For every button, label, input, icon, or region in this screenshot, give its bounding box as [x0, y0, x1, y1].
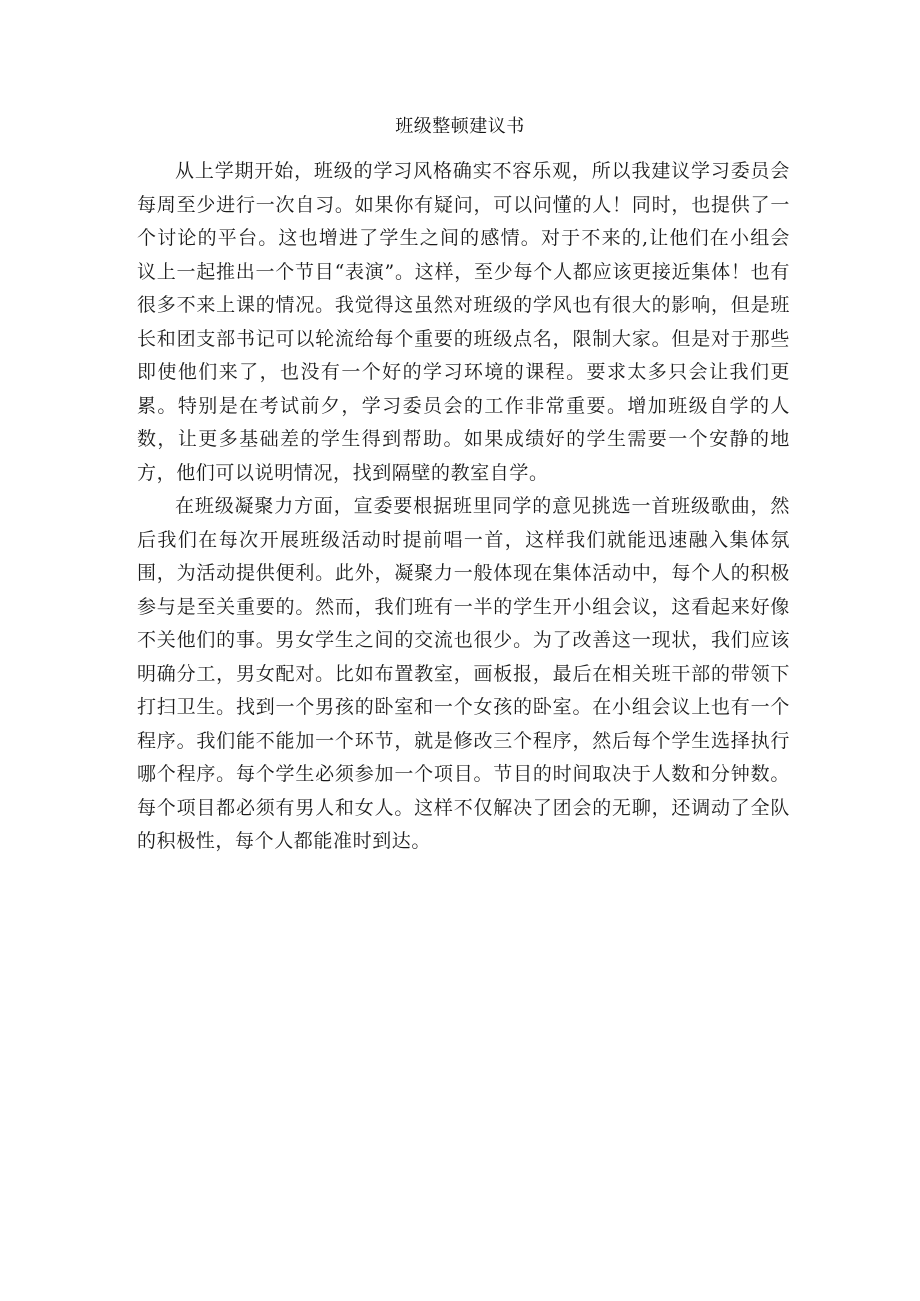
document-title: 班级整顿建议书: [395, 116, 525, 137]
paragraph-study-style: 从上学期开始，班级的学习风格确实不容乐观，所以我建议学习委员会每周至少进行一次自习。如果你有疑问，可以问懂的人！同时，也提供了一个讨论的平台。这也增进了学生之间的感情。对于不来的,让他们在小组会议上一起推出一个节目“表演”。这样，至少每个人都应该更接近集体！也有很多不来上课的情况。我觉得这虽然对班级的学风也有很大的影响，但是班长和团支部书记可以轮流给每个重要的班级点名，限制大家。但是对于那些即使他们来了，也没有一个好的学习环境的课程。要求太多只会让我们更累。特别是在考试前夕，学习委员会的工作非常重要。增加班级自学的人数，让更多基础差的学生得到帮助。如果成绩好的学生需要一个安静的地方，他们可以说明情况，找到隔壁的教室自学。: [137, 160, 790, 484]
document-body: [137, 155, 790, 859]
paragraph-class-cohesion: 在班级凝聚力方面，宣委要根据班里同学的意见挑选一首班级歌曲，然后我们在每次开展班级活动时提前唱一首，这样我们就能迅速融入集体氛围，为活动提供便利。此外，凝聚力一般体现在集体活动中，每个人的积极参与是至关重要的。然而，我们班有一半的学生开小组会议，这看起来好像不关他们的事。男女学生之间的交流也很少。为了改善这一现状，我们应该明确分工，男女配对。比如布置教室，画板报，最后在相关班干部的带领下打扫卫生。找到一个男孩的卧室和一个女孩的卧室。在小组会议上也有一个程序。我们能不能加一个环节，就是修改三个程序，然后每个学生选择执行哪个程序。每个学生必须参加一个项目。节目的时间取决于人数和分钟数。每个项目都必须有男人和女人。这样不仅解决了团会的无聊，还调动了全队的积极性，每个人都能准时到达。: [137, 495, 790, 852]
